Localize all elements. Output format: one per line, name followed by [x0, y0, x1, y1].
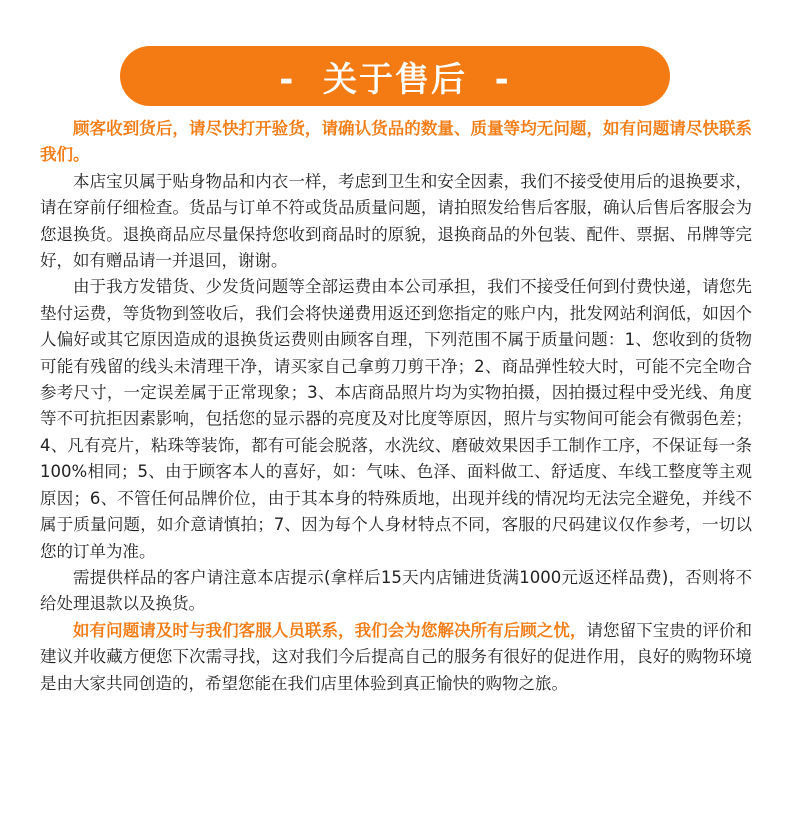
notice-paragraph-1: [40, 116, 752, 169]
notice-body: [40, 116, 752, 697]
notice-paragraph-4: 需提供样品的客户请注意本店提示(拿样后15天内店铺进货满1000元返还样品费)，否则将不给处理退款以及换货。: [40, 567, 752, 614]
closing-text: 请您留下宝贵的评价和建议并收藏方便您下次需寻找，这对我们今后提高自己的服务有很好的促进作用，良好的购物环境是由大家共同创造的，希望您能在我们店里体验到真正愉快的购物之旅。: [40, 620, 752, 693]
section-title-banner: - 关于售后 -: [120, 46, 670, 106]
notice-paragraph-5: [40, 618, 752, 697]
inspection-reminder-text: 顾客收到货后，请尽快打开验货，请确认货品的数量、质量等均无问题，如有问题请尽快联系我们。: [40, 119, 752, 165]
notice-paragraph-2: 本店宝贝属于贴身物品和内衣一样，考虑到卫生和安全因素，我们不接受使用后的退换要求，请在穿前仔细检查。货品与订单不符或货品质量问题，请拍照发给售后客服，确认后售后客服会为您退换货。退换商品应尽量保持您收到商品时的原貌，退换商品的外包装、配件、票据、吊牌等完好，如有赠品请一并退回，谢谢。: [40, 171, 752, 271]
notice-paragraph-3: 由于我方发错货、少发货问题等全部运费由本公司承担，我们不接受任何到付费快递，请您先垫付运费，等货物到签收后，我们会将快递费用返还到您指定的账户内，批发网站利润低，如因个人偏好或其它原因造成的退换货运费则由顾客自理，下列范围不属于质量问题：1、您收到的货物可能有残留的线头未清理干净，请买家自己拿剪刀剪干净；2、商品弹性较大时，可能不完全吻合参考尺寸，一定误差属于正常现象；3、本店商品照片均为实物拍摄，因拍摄过程中受光线、角度等不可抗拒因素影响，包括您的显示器的亮度及对比度等原因，照片与实物间可能会有微弱色差；4、凡有亮片，粘珠等装饰，都有可能会脱落，水洗纹、磨破效果因手工制作工序，不保证每一条100%相同；5、由于顾客本人的喜好，如：气味、色泽、面料做工、舒适度、车线工整度等主观原因；6、不管任何品牌价位，由于其本身的特殊质地，出现并线的情况均无法完全避免，并线不属于质量问题，如介意请慎拍；7、因为每个人身材特点不同，客服的尺码建议仅作参考，一切以您的订单为准。: [40, 277, 752, 561]
contact-reminder-text: 如有问题请及时与我们客服人员联系，我们会为您解决所有后顾之忧，: [73, 620, 587, 640]
